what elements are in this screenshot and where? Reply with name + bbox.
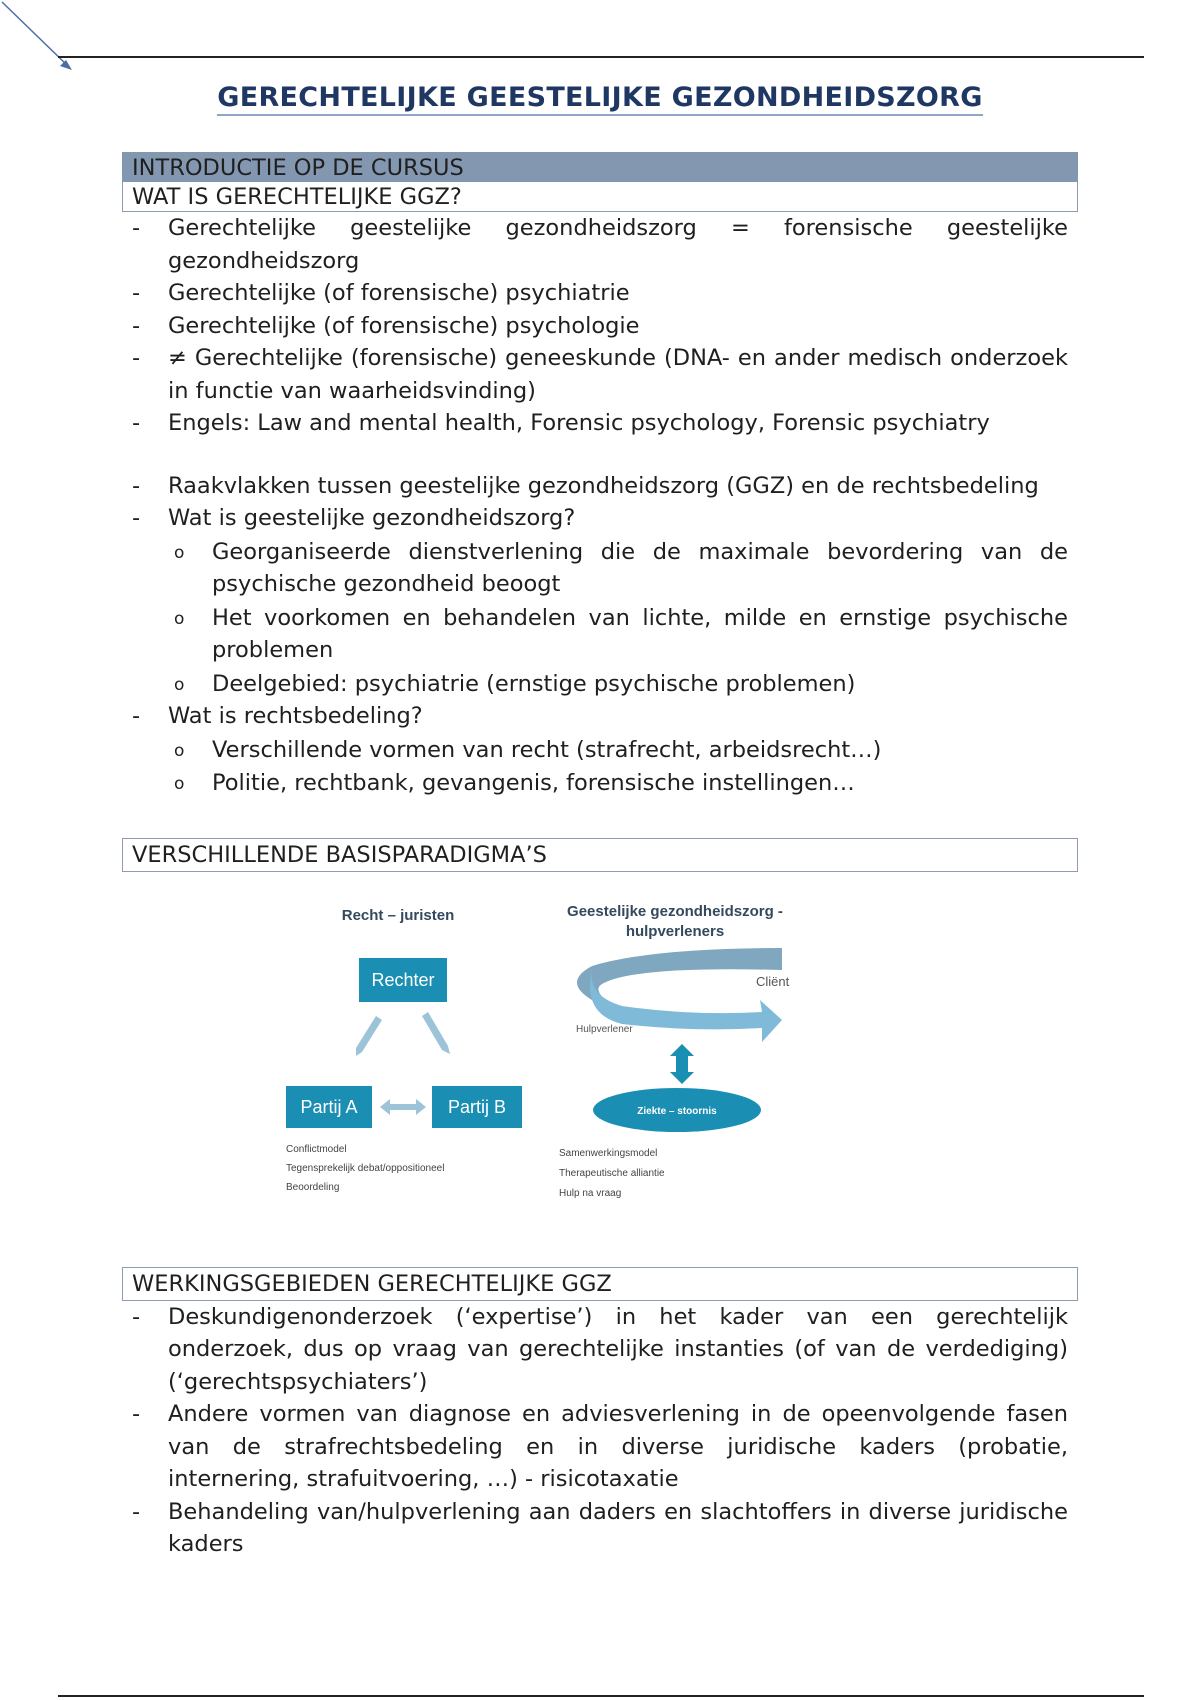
list-item: - Gerechtelijke (of forensische) psychologie	[122, 310, 1078, 343]
page-title: GERECHTELIJKE GEESTELIJKE GEZONDHEIDSZORG	[0, 82, 1200, 113]
intro-list	[122, 212, 1078, 440]
list-item: - Gerechtelijke geestelijke gezondheidszorg = forensische geestelijke gezondheidszorg	[122, 212, 1078, 277]
list-item-text: Wat is geestelijke gezondheidszorg?	[168, 505, 576, 531]
hulpverlener-label: Hulpverlener	[576, 1023, 633, 1035]
ziekte-label: Ziekte – stoornis	[637, 1105, 717, 1117]
document-body	[122, 152, 1078, 1561]
section-heading-werkingsgebieden: WERKINGSGEBIEDEN GERECHTELIJKE GGZ	[122, 1267, 1078, 1301]
right-diagram-title-2: hulpverleners	[625, 922, 725, 940]
list-item: - Andere vormen van diagnose en adviesverlening in de opeenvolgende fasen van de strafrechtsbedeling en in diverse juridische kaders (probatie, internering, strafuitvoering, …) - risicotaxatie	[122, 1398, 1078, 1496]
top-rule	[58, 56, 1144, 58]
bottom-rule	[58, 1695, 1144, 1697]
section-heading-intro: INTRODUCTIE OP DE CURSUS	[122, 152, 1078, 182]
paradigm-diagram	[122, 872, 1078, 1267]
cycle-arrow-back	[577, 948, 782, 1004]
left-note: Beoordeling	[286, 1181, 340, 1193]
list-item: - Deskundigenonderzoek (‘expertise’) in het kader van een gerechtelijk onderzoek, dus op vraag van gerechtelijke instanties (of van de verdediging) (‘gerechtspsychiaters’)	[122, 1301, 1078, 1399]
sub-list-item: o Deelgebied: psychiatrie (ernstige psychische problemen)	[168, 668, 1068, 701]
right-note: Samenwerkingsmodel	[559, 1147, 658, 1159]
list-item: - Behandeling van/hulpverlening aan daders en slachtoffers in diverse juridische kaders	[122, 1496, 1078, 1561]
sub-list-ggz	[168, 536, 1068, 701]
sub-list-item: o Het voorkomen en behandelen van lichte, milde en ernstige psychische problemen	[168, 602, 1068, 667]
sub-list-item: o Verschillende vormen van recht (strafrecht, arbeidsrecht…)	[168, 734, 1068, 767]
section-subheading-wat-is: WAT IS GERECHTELIJKE GGZ?	[122, 182, 1078, 212]
arrow-rechter-to-b	[422, 1012, 450, 1054]
corner-arrow-icon	[0, 0, 80, 80]
client-label: Cliënt	[756, 973, 790, 989]
right-note: Hulp na vraag	[559, 1187, 622, 1199]
list-item: - Raakvlakken tussen geestelijke gezondheidszorg (GGZ) en de rechtsbedeling	[122, 470, 1078, 503]
right-note: Therapeutische alliantie	[559, 1167, 665, 1179]
arrow-vertical	[670, 1044, 694, 1084]
raakvlakken-list	[122, 470, 1078, 800]
arrow-rechter-to-a	[356, 1016, 382, 1056]
sub-list-item: o Politie, rechtbank, gevangenis, forensische instellingen…	[168, 767, 1068, 800]
arrow-a-b	[380, 1099, 426, 1115]
partij-a-label: Partij A	[300, 1096, 358, 1117]
list-item-text: Wat is rechtsbedeling?	[168, 703, 423, 729]
left-note: Tegensprekelijk debat/oppositioneel	[286, 1162, 445, 1174]
left-note: Conflictmodel	[286, 1143, 347, 1155]
werking-list	[122, 1301, 1078, 1561]
left-diagram-title: Recht – juristen	[341, 906, 455, 924]
section-heading-paradigmas: VERSCHILLENDE BASISPARADIGMA’S	[122, 838, 1078, 872]
sub-list-recht	[168, 734, 1068, 800]
sub-list-item: o Georganiseerde dienstverlening die de maximale bevordering van de psychische gezondheid beoogt	[168, 536, 1068, 601]
list-item	[122, 502, 1078, 700]
list-item	[122, 700, 1078, 800]
partij-b-label: Partij B	[447, 1096, 507, 1117]
list-item: - Engels: Law and mental health, Forensic psychology, Forensic psychiatry	[122, 407, 1078, 440]
right-diagram-title-1: Geestelijke gezondheidszorg -	[567, 902, 783, 920]
rechter-label: Rechter	[371, 969, 435, 990]
list-item: - ≠ Gerechtelijke (forensische) geneeskunde (DNA- en ander medisch onderzoek in functie van waarheidsvinding)	[122, 342, 1078, 407]
paradigm-diagram-svg	[286, 892, 812, 1232]
list-item: - Gerechtelijke (of forensische) psychiatrie	[122, 277, 1078, 310]
